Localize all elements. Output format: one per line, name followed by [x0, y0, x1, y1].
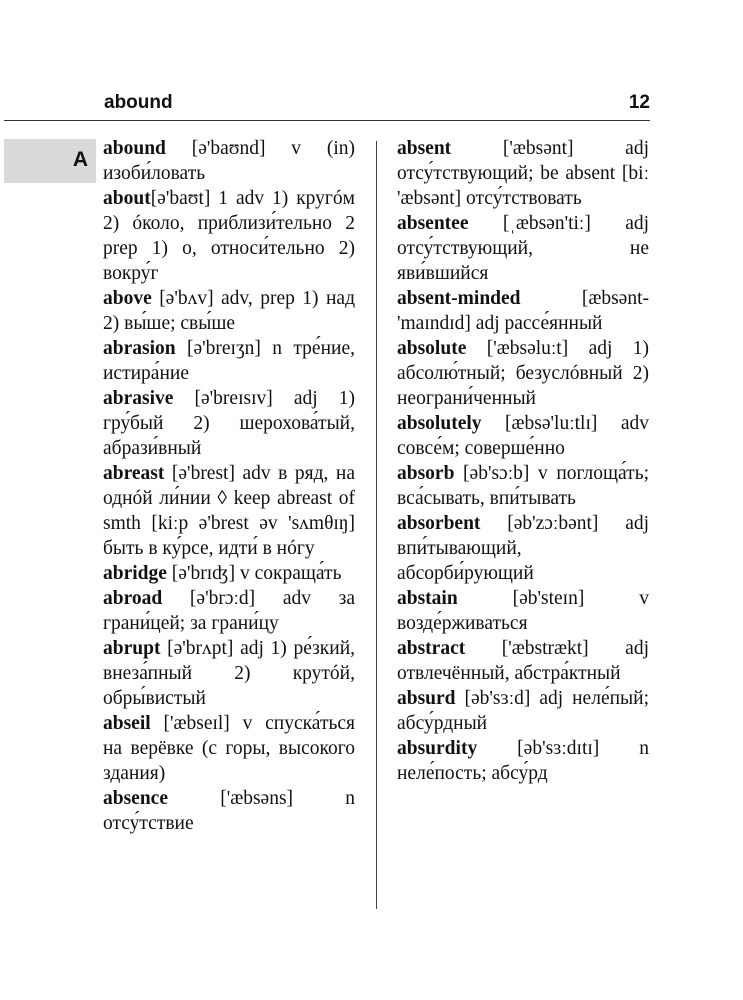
right-column [397, 136, 649, 786]
definition: adj отсу́тствующий; be absent [biː 'æbsənt] отсу́тствовать [397, 138, 649, 209]
definition: adv совсе́м; соверше́нно [397, 413, 650, 459]
dictionary-entry [103, 561, 355, 586]
headword: absence [103, 788, 168, 809]
definition: adv за грани́цей; за грани́цу [103, 588, 356, 634]
definition: adj рассе́янный [475, 313, 603, 334]
definition: adj отвлечённый, абстра́ктный [397, 638, 649, 684]
headword: abrupt [103, 638, 161, 659]
headword: absentee [397, 213, 469, 234]
definition: v возде́рживаться [397, 588, 650, 634]
headword: abreast [103, 463, 165, 484]
headword: abstain [397, 588, 458, 609]
definition: v сокраща́ть [239, 563, 342, 584]
headword: abrasive [103, 388, 174, 409]
headword: absorbent [397, 513, 481, 534]
pronunciation: [əb'steɪn] [512, 588, 585, 609]
column-divider [376, 141, 377, 909]
pronunciation: ['æbsəluːt] [486, 338, 569, 359]
dictionary-entry [103, 461, 355, 561]
pronunciation: [ə'baʊt] [150, 188, 211, 209]
header-rule [4, 120, 650, 121]
pronunciation: [əb'sɜːd] [464, 688, 531, 709]
dictionary-entry [397, 586, 649, 636]
pronunciation: ['æbstrækt] [501, 638, 589, 659]
running-head-word: abound [104, 92, 173, 113]
definition: adj 1) абсолю́тный; безуслóвный 2) неограни́ченный [397, 338, 650, 409]
dictionary-entry [103, 786, 355, 836]
definition: n неле́пость; абсу́рд [397, 738, 649, 784]
headword: absurd [397, 688, 456, 709]
dictionary-entry [103, 336, 355, 386]
dictionary-entry [397, 461, 649, 511]
definition: adj неле́пый; абсу́рдный [397, 688, 649, 734]
definition: n тре́ние, истира́ние [103, 338, 355, 384]
dictionary-entry [103, 136, 355, 186]
definition: 1 adv 1) кругóм 2) óколо, приблизи́тельно 2 prep 1) о, относи́тельно 2) вокру́г [103, 188, 355, 284]
letter-tab [4, 139, 96, 183]
dictionary-entry [397, 736, 649, 786]
headword: absent [397, 138, 452, 159]
pronunciation: [ə'baʊnd] [191, 138, 266, 159]
pronunciation: [əb'sɜːdɪtɪ] [517, 738, 600, 759]
headword: absurdity [397, 738, 478, 759]
pronunciation: ['æbsəns] [220, 788, 294, 809]
dictionary-entry [397, 286, 649, 336]
dictionary-entry [103, 711, 355, 786]
definition: n отсу́тствие [103, 788, 355, 834]
headword: absolutely [397, 413, 482, 434]
pronunciation: ['æbseɪl] [163, 713, 230, 734]
headword: abstract [397, 638, 466, 659]
pronunciation: [əb'zɔːbənt] [507, 513, 599, 534]
headword: abroad [103, 588, 163, 609]
dictionary-entry [397, 686, 649, 736]
pronunciation: [ə'bʌv] [159, 288, 214, 309]
headword: abrasion [103, 338, 176, 359]
dictionary-entry [397, 411, 649, 461]
headword: absorb [397, 463, 455, 484]
definition: adj отсу́тствующий, не яви́вшийся [397, 213, 650, 284]
dictionary-entry [397, 211, 649, 286]
dictionary-entry [397, 636, 649, 686]
definition: v спуска́ться на верёвке (с горы, высокого здания) [103, 713, 355, 784]
dictionary-entry [397, 511, 649, 586]
running-head [104, 92, 650, 116]
dictionary-entry [103, 286, 355, 336]
pronunciation: [ə'brɔːd] [189, 588, 256, 609]
pronunciation: [ˌæbsən'tiː] [502, 213, 591, 234]
dictionary-entry [103, 386, 355, 461]
definition: v (in) изоби́ловать [103, 138, 355, 184]
dictionary-entry [103, 186, 355, 286]
letter-tab-label: A [72, 148, 88, 171]
page-number: 12 [628, 92, 650, 113]
pronunciation: [ə'breɪʒn] [187, 338, 261, 359]
pronunciation: [ə'breɪsɪv] [194, 388, 273, 409]
definition: adv, prep 1) над 2) вы́ше; свы́ше [103, 288, 356, 334]
definition: adj 1) гру́бый 2) шерохова́тый, абрази́вный [103, 388, 355, 459]
definition: v поглоща́ть; вса́сывать, впи́тывать [397, 463, 650, 509]
pronunciation: ['æbsənt] [502, 138, 574, 159]
pronunciation: [ə'brʌpt] [167, 638, 234, 659]
definition: adv в ряд, на однóй ли́нии ◊ keep abreast of smth [kiːp ə'brest əv 'sʌmθɪŋ] быть в ку́рсе, идти́ в нóгу [103, 463, 355, 559]
definition: adj впи́тывающий, абсорби́рующий [397, 513, 650, 584]
left-column [103, 136, 355, 836]
headword: absolute [397, 338, 467, 359]
pronunciation: [æbsənt-'maɪndɪd] [397, 288, 649, 334]
dictionary-entry [103, 636, 355, 711]
headword: abound [103, 138, 166, 159]
headword: abridge [103, 563, 167, 584]
headword: absent-minded [397, 288, 521, 309]
pronunciation: [ə'brɪʤ] [171, 563, 236, 584]
pronunciation: [əb'sɔːb] [463, 463, 530, 484]
pronunciation: [ə'brest] [171, 463, 235, 484]
headword: abseil [103, 713, 151, 734]
dictionary-entry [397, 336, 649, 411]
headword: above [103, 288, 152, 309]
dictionary-entry [397, 136, 649, 211]
dictionary-entry [103, 586, 355, 636]
definition: adj 1) ре́зкий, внеза́пный 2) крутóй, обры́вистый [103, 638, 356, 709]
headword: about [103, 188, 151, 209]
pronunciation: [æbsə'luːtlɪ] [505, 413, 598, 434]
